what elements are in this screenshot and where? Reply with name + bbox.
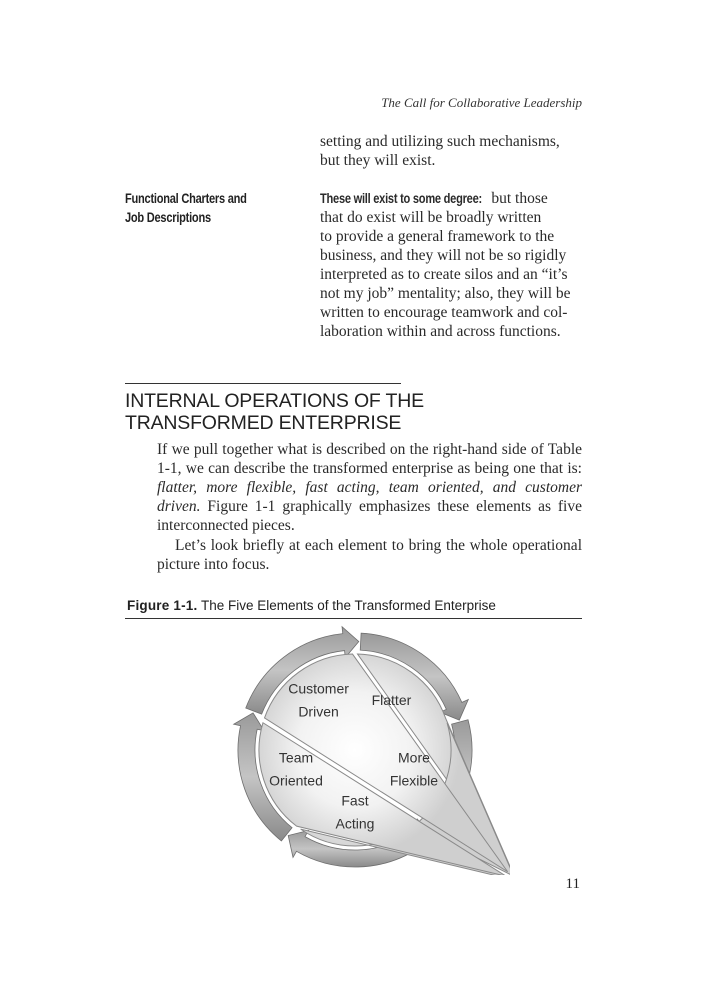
figure-title: The Five Elements of the Transformed Enterprise xyxy=(197,598,496,613)
charters-paragraph xyxy=(320,189,582,341)
section-heading-line: TRANSFORMED ENTERPRISE xyxy=(125,412,402,434)
wedge-label: Flexible xyxy=(389,772,439,789)
side-label-line: Functional Charters and xyxy=(125,191,247,206)
paragraph-1-text-end: Figure 1-1 graphically emphasizes these elements as five interconnected pieces. xyxy=(157,498,582,534)
page-number: 11 xyxy=(565,876,580,892)
figure-caption xyxy=(127,598,582,613)
wedge-label: Fast xyxy=(341,792,369,809)
section-rule xyxy=(125,383,401,384)
charters-line: to provide a general framework to the xyxy=(320,228,555,245)
continued-text xyxy=(320,132,582,170)
wedge-label: More xyxy=(398,749,430,766)
charters-first-line xyxy=(320,189,582,208)
section-heading xyxy=(125,390,545,434)
section-heading-line: INTERNAL OPERATIONS OF THE xyxy=(125,390,424,412)
charters-line: but those xyxy=(487,190,548,207)
running-head: The Call for Collaborative Leadership xyxy=(381,95,582,110)
paragraph-2: Let’s look briefly at each element to bring the whole operational picture into focus. xyxy=(157,537,582,573)
figure-caption-rule xyxy=(125,618,582,619)
paragraph-1-text: If we pull together what is described on the right-hand side of Table 1-1, we can describe the transformed enterprise as being one that is: xyxy=(157,441,582,477)
side-label-line: Job Descriptions xyxy=(125,210,211,225)
figure-label: Figure 1-1. xyxy=(127,598,198,613)
paragraph-1-emphasis: flatter, more flexible, fast acting, team oriented, and customer driven. xyxy=(157,479,582,515)
five-elements-diagram xyxy=(200,625,510,875)
charters-line: written to encourage teamwork and col- xyxy=(320,304,568,321)
wedge-label: Team xyxy=(278,749,314,766)
charters-line: laboration within and across functions. xyxy=(320,323,561,340)
charters-line: not my job” mentality; also, they will be xyxy=(320,285,571,302)
charters-line: interpreted as to create silos and an “it’s xyxy=(320,266,568,283)
charters-line: business, and they will not be so rigidly xyxy=(320,247,567,264)
wedge-label: Customer xyxy=(288,680,349,697)
continued-line: setting and utilizing such mechanisms, xyxy=(320,133,560,150)
side-label xyxy=(125,189,269,227)
wedge-label: Flatter xyxy=(371,691,412,708)
paragraph-1 xyxy=(157,440,582,535)
charters-lead: These will exist to some degree: xyxy=(320,191,482,206)
continued-line: but they will exist. xyxy=(320,152,436,169)
wedge-label: Driven xyxy=(298,703,339,720)
wedge-label: Oriented xyxy=(269,772,323,789)
charters-line: that do exist will be broadly written xyxy=(320,209,542,226)
wedge-label: Acting xyxy=(335,815,375,832)
